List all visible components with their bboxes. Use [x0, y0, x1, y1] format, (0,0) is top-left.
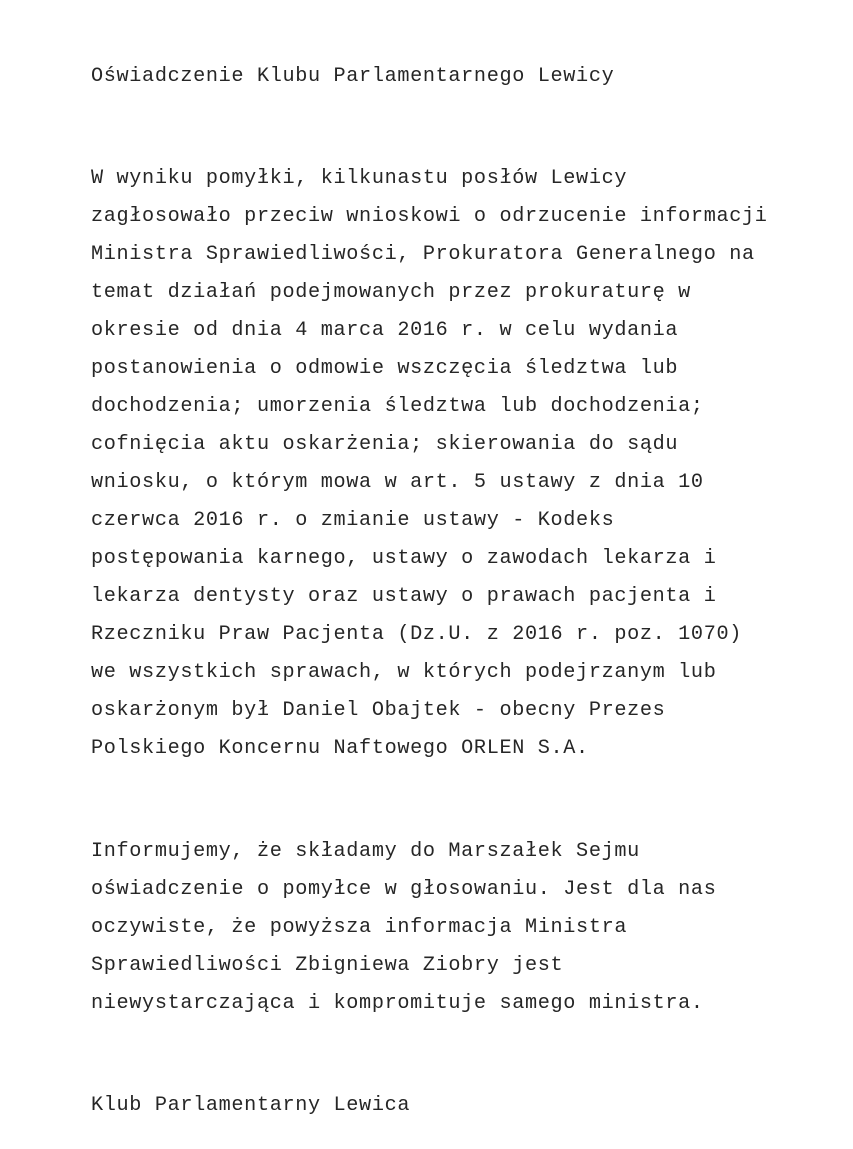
paragraph-line: Ministra Sprawiedliwości, Prokuratora Generalnego na	[91, 243, 755, 266]
paragraph-line: lekarza dentysty oraz ustawy o prawach pacjenta i	[91, 585, 717, 608]
paragraph-line: oczywiste, że powyższa informacja Ministra	[91, 916, 628, 939]
paragraph-line: W wyniku pomyłki, kilkunastu posłów Lewicy	[91, 167, 628, 190]
signature: Klub Parlamentarny Lewica	[91, 1094, 411, 1117]
paragraph-line: Polskiego Koncernu Naftowego ORLEN S.A.	[91, 737, 589, 760]
document-title: Oświadczenie Klubu Parlamentarnego Lewicy	[91, 65, 615, 88]
paragraph-line: niewystarczająca i kompromituje samego ministra.	[91, 992, 704, 1015]
paragraph-line: oskarżonym był Daniel Obajtek - obecny Prezes	[91, 699, 666, 722]
paragraph-line: zagłosowało przeciw wnioskowi o odrzucenie informacji	[91, 205, 768, 228]
paragraph-line: czerwca 2016 r. o zmianie ustawy - Kodeks	[91, 509, 615, 532]
paragraph-line: postępowania karnego, ustawy o zawodach lekarza i	[91, 547, 717, 570]
paragraph-line: postanowienia o odmowie wszczęcia śledztwa lub	[91, 357, 679, 380]
paragraph-line: temat działań podejmowanych przez prokuraturę w	[91, 281, 691, 304]
paragraph-line: Sprawiedliwości Zbigniewa Ziobry jest	[91, 954, 564, 977]
paragraph-line: cofnięcia aktu oskarżenia; skierowania do sądu	[91, 433, 679, 456]
paragraph-line: oświadczenie o pomyłce w głosowaniu. Jest dla nas	[91, 878, 717, 901]
paragraph-line: dochodzenia; umorzenia śledztwa lub dochodzenia;	[91, 395, 704, 418]
paragraph-line: okresie od dnia 4 marca 2016 r. w celu wydania	[91, 319, 679, 342]
paragraph-line: we wszystkich sprawach, w których podejrzanym lub	[91, 661, 717, 684]
paragraph-line: wniosku, o którym mowa w art. 5 ustawy z dnia 10	[91, 471, 704, 494]
paragraph-line: Rzeczniku Praw Pacjenta (Dz.U. z 2016 r. poz. 1070)	[91, 623, 742, 646]
paragraph-line: Informujemy, że składamy do Marszałek Sejmu	[91, 840, 640, 863]
